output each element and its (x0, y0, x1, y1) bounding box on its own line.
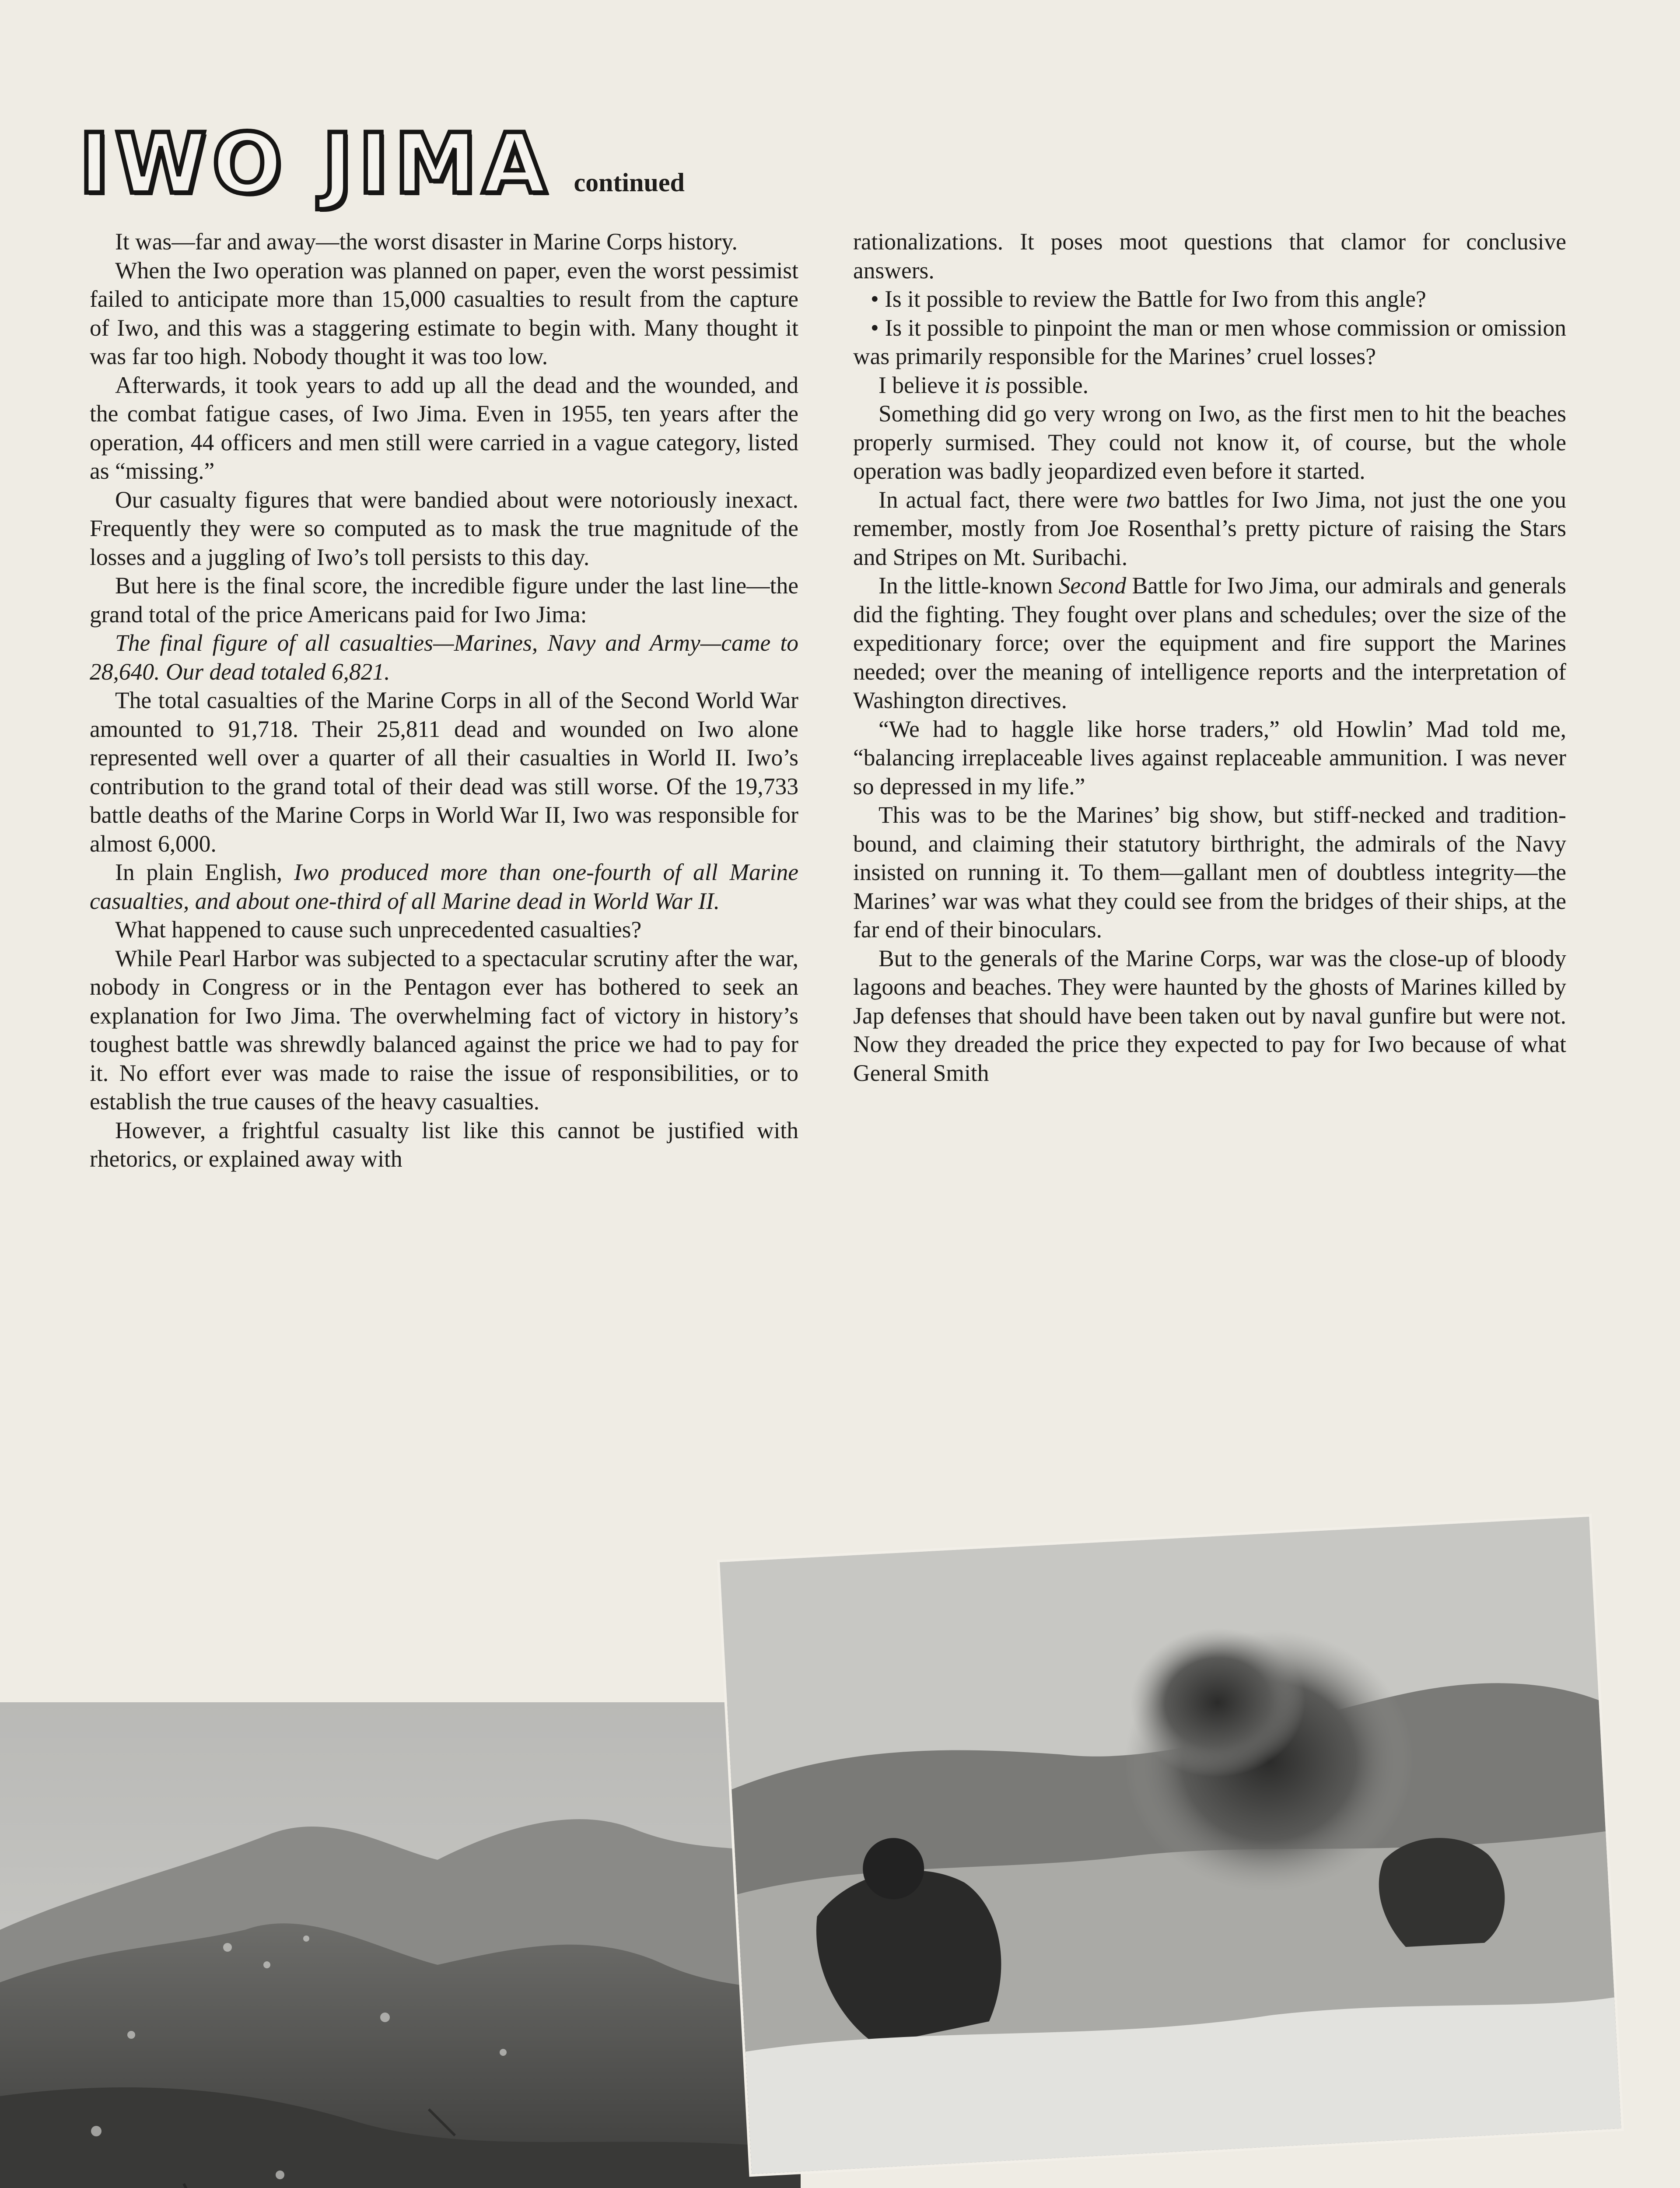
article-paragraph (853, 944, 1566, 1088)
paragraph-text: In actual fact, there were (878, 486, 1126, 513)
article-paragraph (853, 314, 1566, 371)
article-paragraph (853, 285, 1566, 314)
article-paragraph (90, 486, 798, 572)
article-paragraph (853, 715, 1566, 801)
article-paragraph (853, 572, 1566, 715)
right-text-column (853, 228, 1566, 1087)
paragraph-text: Battle for Iwo Jima, our admirals and generals did the fighting. They fought over plans and schedules; over the size of the expeditionary force; over the equipment and fire support the Marines needed; over the meaning of intelligence reports and the interpretation of Washington directives. (853, 572, 1566, 713)
paragraph-text: rationalizations. It poses moot questions that clamor for conclusive answers. (853, 228, 1566, 284)
article-paragraph (90, 228, 798, 256)
article-paragraph (853, 486, 1566, 572)
italic-text: two (1126, 486, 1160, 513)
paragraph-text: It was—far and away—the worst disaster in Marine Corps history. (115, 228, 738, 255)
paragraph-text: Our casualty figures that were bandied about were notoriously inexact. Frequently they were so computed as to mask the true magnitude of the losses and a juggling of Iwo’s toll persists to this day. (90, 486, 798, 570)
article-paragraph (90, 858, 798, 915)
marines-explosion-photo (720, 1517, 1621, 2174)
paragraph-text: This was to be the Marines’ big show, but stiff-necked and tradition-bound, and claiming their statutory birthright, the admirals of the Navy insisted on running it. To them—gallant men of doubtless integrity—the Marines’ war was what they could see from the bridges of their ships, at the far end of their binoculars. (853, 802, 1566, 943)
paragraph-text: • Is it possible to review the Battle for Iwo from this angle? (871, 286, 1426, 312)
italic-text: Iwo produced more than one-fourth of all Marine casualties, and about one-third of all Marine dead in World War II. (90, 859, 798, 914)
article-title: IWO JIMA (79, 116, 552, 212)
paragraph-text: But here is the final score, the incredible figure under the last line—the grand total of the price Americans paid for Iwo Jima: (90, 572, 798, 628)
article-paragraph (90, 686, 798, 858)
paragraph-text: • Is it possible to pinpoint the man or men whose commission or omission was primarily responsible for the Marines’ cruel losses? (853, 314, 1566, 369)
left-text-column (90, 228, 798, 1174)
article-paragraph (90, 572, 798, 629)
article-paragraph (90, 1116, 798, 1174)
paragraph-text: But to the generals of the Marine Corps, war was the close-up of bloody lagoons and beaches. They were haunted by the ghosts of Marines killed by Jap defenses that should have been taken out by naval gunfire but were not. Now they dreaded the price they expected to pay for Iwo because of what General Smith (853, 945, 1566, 1086)
article-header (79, 109, 685, 212)
article-paragraph (853, 228, 1566, 285)
article-paragraph (853, 801, 1566, 944)
paragraph-text: Something did go very wrong on Iwo, as the first men to hit the beaches properly surmised. They could not know it, of course, but the whole operation was badly jeopardized even before it started. (853, 400, 1566, 484)
paragraph-text: Afterwards, it took years to add up all the dead and the wounded, and the combat fatigue cases, of Iwo Jima. Even in 1955, ten years after the operation, 44 officers and men still were carried in a vague category, listed as “missing.” (90, 372, 798, 484)
paragraph-text: The total casualties of the Marine Corps in all of the Second World War amounted to 91,718. Their 25,811 dead and wounded on Iwo alone represented well over a quarter of all their casualties in World II. Iwo’s contribution to the grand total of their dead was still worse. Of the 19,733 battle deaths of the Marine Corps in World War II, Iwo was responsible for almost 6,000. (90, 687, 798, 857)
paragraph-text: However, a frightful casualty list like this cannot be justified with rhetorics, or explained away with (90, 1117, 798, 1172)
article-paragraph (90, 256, 798, 371)
article-paragraph (853, 371, 1566, 400)
hillside-photo (0, 1702, 801, 2188)
article-paragraph (90, 944, 798, 1116)
article-paragraph (853, 400, 1566, 486)
paragraph-text: battles for Iwo Jima, not just the one you remember, mostly from Joe Rosenthal’s pretty picture of raising the Stars and Stripes on Mt. Suribachi. (853, 486, 1566, 570)
article-paragraph (90, 371, 798, 486)
paragraph-text: I believe it (878, 372, 985, 398)
paragraph-text: possible. (1000, 372, 1088, 398)
paragraph-text: What happened to cause such unprecedented casualties? (115, 916, 642, 943)
italic-text: The final figure of all casualties—Marines, Navy and Army—came to 28,640. Our dead totaled 6,821. (90, 630, 798, 685)
italic-text: is (984, 372, 1000, 398)
paragraph-text: In plain English, (115, 859, 294, 885)
paragraph-text: When the Iwo operation was planned on paper, even the worst pessimist failed to anticipate more than 15,000 casualties to result from the capture of Iwo, and this was a staggering estimate to begin with. Many thought it was far too high. Nobody thought it was too low. (90, 257, 798, 369)
paragraph-text: “We had to haggle like horse traders,” old Howlin’ Mad told me, “balancing irreplaceable lives against replaceable ammunition. I was never so depressed in my life.” (853, 715, 1566, 799)
paragraph-text: While Pearl Harbor was subjected to a spectacular scrutiny after the war, nobody in Congress or in the Pentagon ever has bothered to seek an explanation for Iwo Jima. The overwhelming fact of victory in history’s toughest battle was shrewdly balanced against the price we had to pay for it. No effort ever was made to raise the issue of responsibilities, or to establish the true causes of the heavy casualties. (90, 945, 798, 1115)
article-paragraph (90, 629, 798, 686)
article-subtitle: continued (574, 168, 685, 197)
article-paragraph (90, 915, 798, 944)
italic-text: Second (1058, 572, 1127, 599)
paragraph-text: In the little-known (878, 572, 1059, 599)
